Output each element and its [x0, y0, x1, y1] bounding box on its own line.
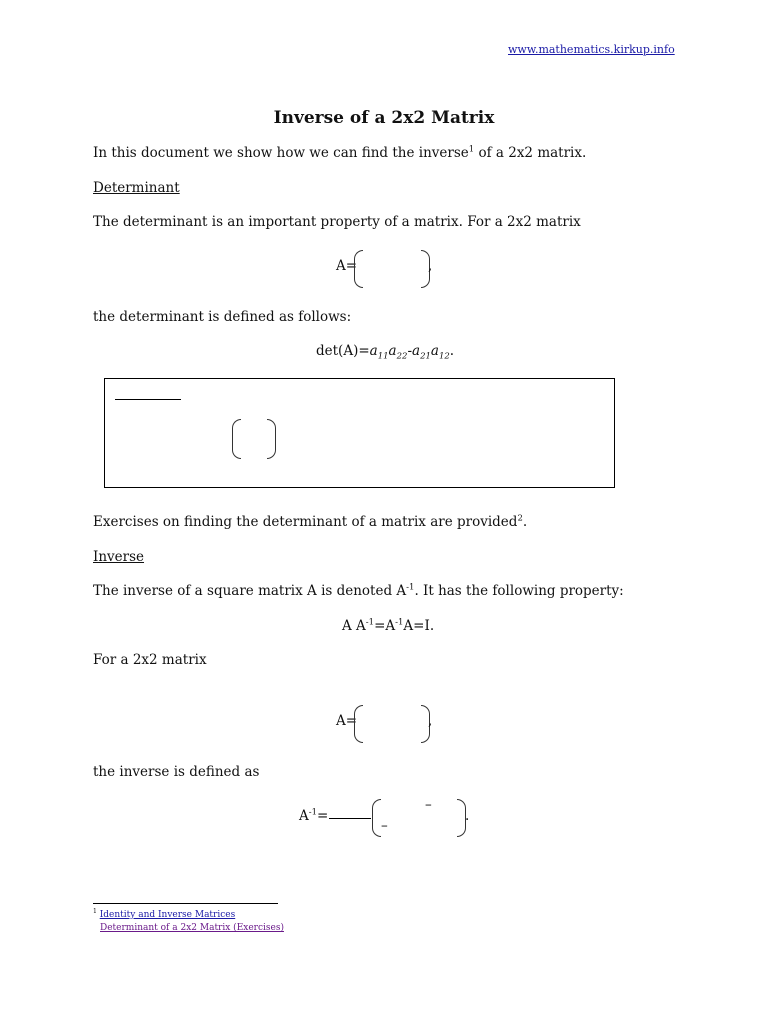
heading-inverse: Inverse — [93, 549, 145, 565]
inverse-formula-lhs — [299, 808, 328, 824]
fraction-bar — [329, 818, 371, 819]
sub-12: 12 — [438, 351, 450, 362]
note-rule — [115, 399, 181, 400]
inverse-defined: the inverse is defined as — [93, 764, 260, 780]
prop-part: A A — [342, 618, 366, 634]
exercises-text: Exercises on finding the determinant of a matrix are provided — [93, 514, 518, 530]
minus: - — [407, 343, 412, 359]
intro-text-end: of a 2x2 matrix. — [474, 145, 587, 161]
intro-paragraph — [93, 145, 586, 161]
footnote-ref-2[interactable]: 2 — [517, 513, 523, 524]
term-a: a — [430, 343, 439, 359]
footnote-2-link[interactable]: Determinant of a 2x2 Matrix (Exercises) — [100, 923, 284, 933]
site-link[interactable]: www.mathematics.kirkup.info — [508, 43, 675, 56]
page-title: Inverse of a 2x2 Matrix — [273, 108, 495, 128]
inv-eq: = — [317, 808, 329, 824]
matrix-a-brackets-2 — [354, 705, 433, 743]
prop-sup: -1 — [395, 617, 404, 628]
left-paren — [354, 250, 363, 288]
exercises-end: . — [522, 514, 528, 530]
term-a: a — [369, 343, 378, 359]
eq-suffix: , — [428, 258, 433, 274]
term-a: a — [388, 343, 397, 359]
prop-part: A=I. — [403, 618, 435, 634]
eq-prefix: A= — [336, 713, 358, 729]
period: . — [449, 343, 455, 359]
heading-determinant: Determinant — [93, 180, 180, 196]
minus-sign-top: – — [425, 797, 432, 813]
inverse-paragraph — [93, 583, 624, 599]
right-paren — [267, 419, 276, 459]
for-2x2-paragraph: For a 2x2 matrix — [93, 652, 207, 668]
inv-sup: -1 — [308, 807, 318, 818]
inverse-sup: -1 — [406, 582, 415, 593]
inv-lhs: A — [299, 808, 309, 824]
inverse-property — [342, 618, 434, 634]
sub-11: 11 — [377, 351, 389, 362]
footnote-1 — [93, 910, 235, 920]
inverse-text-end: . It has the following property: — [414, 583, 624, 599]
minus-sign-bottom: – — [381, 818, 388, 834]
prop-part: =A — [374, 618, 396, 634]
note-matrix-brackets — [232, 419, 276, 459]
eq-prefix: A= — [336, 258, 358, 274]
left-paren — [232, 419, 241, 459]
matrix-a-brackets — [354, 250, 433, 288]
footnote-1-link[interactable]: Identity and Inverse Matrices — [99, 910, 236, 920]
left-paren — [372, 799, 381, 837]
inverse-matrix-brackets — [372, 799, 466, 837]
determinant-formula — [316, 343, 455, 362]
determinant-follow: the determinant is defined as follows: — [93, 309, 352, 325]
sub-21: 21 — [420, 351, 431, 362]
eq-suffix: , — [428, 713, 433, 729]
inverse-end: . — [465, 808, 470, 824]
sub-22: 22 — [396, 351, 408, 362]
footnote-rule — [93, 903, 278, 904]
prop-sup: -1 — [365, 617, 375, 628]
term-a: a — [412, 343, 421, 359]
intro-text: In this document we show how we can find the inverse — [93, 145, 469, 161]
footnote-ref-1[interactable]: 1 — [468, 144, 475, 155]
note-box — [104, 378, 615, 488]
exercises-paragraph — [93, 514, 527, 530]
det-lhs: det(A)= — [316, 343, 370, 359]
inverse-text: The inverse of a square matrix A is denoted A — [93, 583, 407, 599]
left-paren — [354, 705, 363, 743]
determinant-paragraph: The determinant is an important property of a matrix. For a 2x2 matrix — [93, 214, 581, 230]
footnote-1-number: 1 — [93, 908, 97, 915]
